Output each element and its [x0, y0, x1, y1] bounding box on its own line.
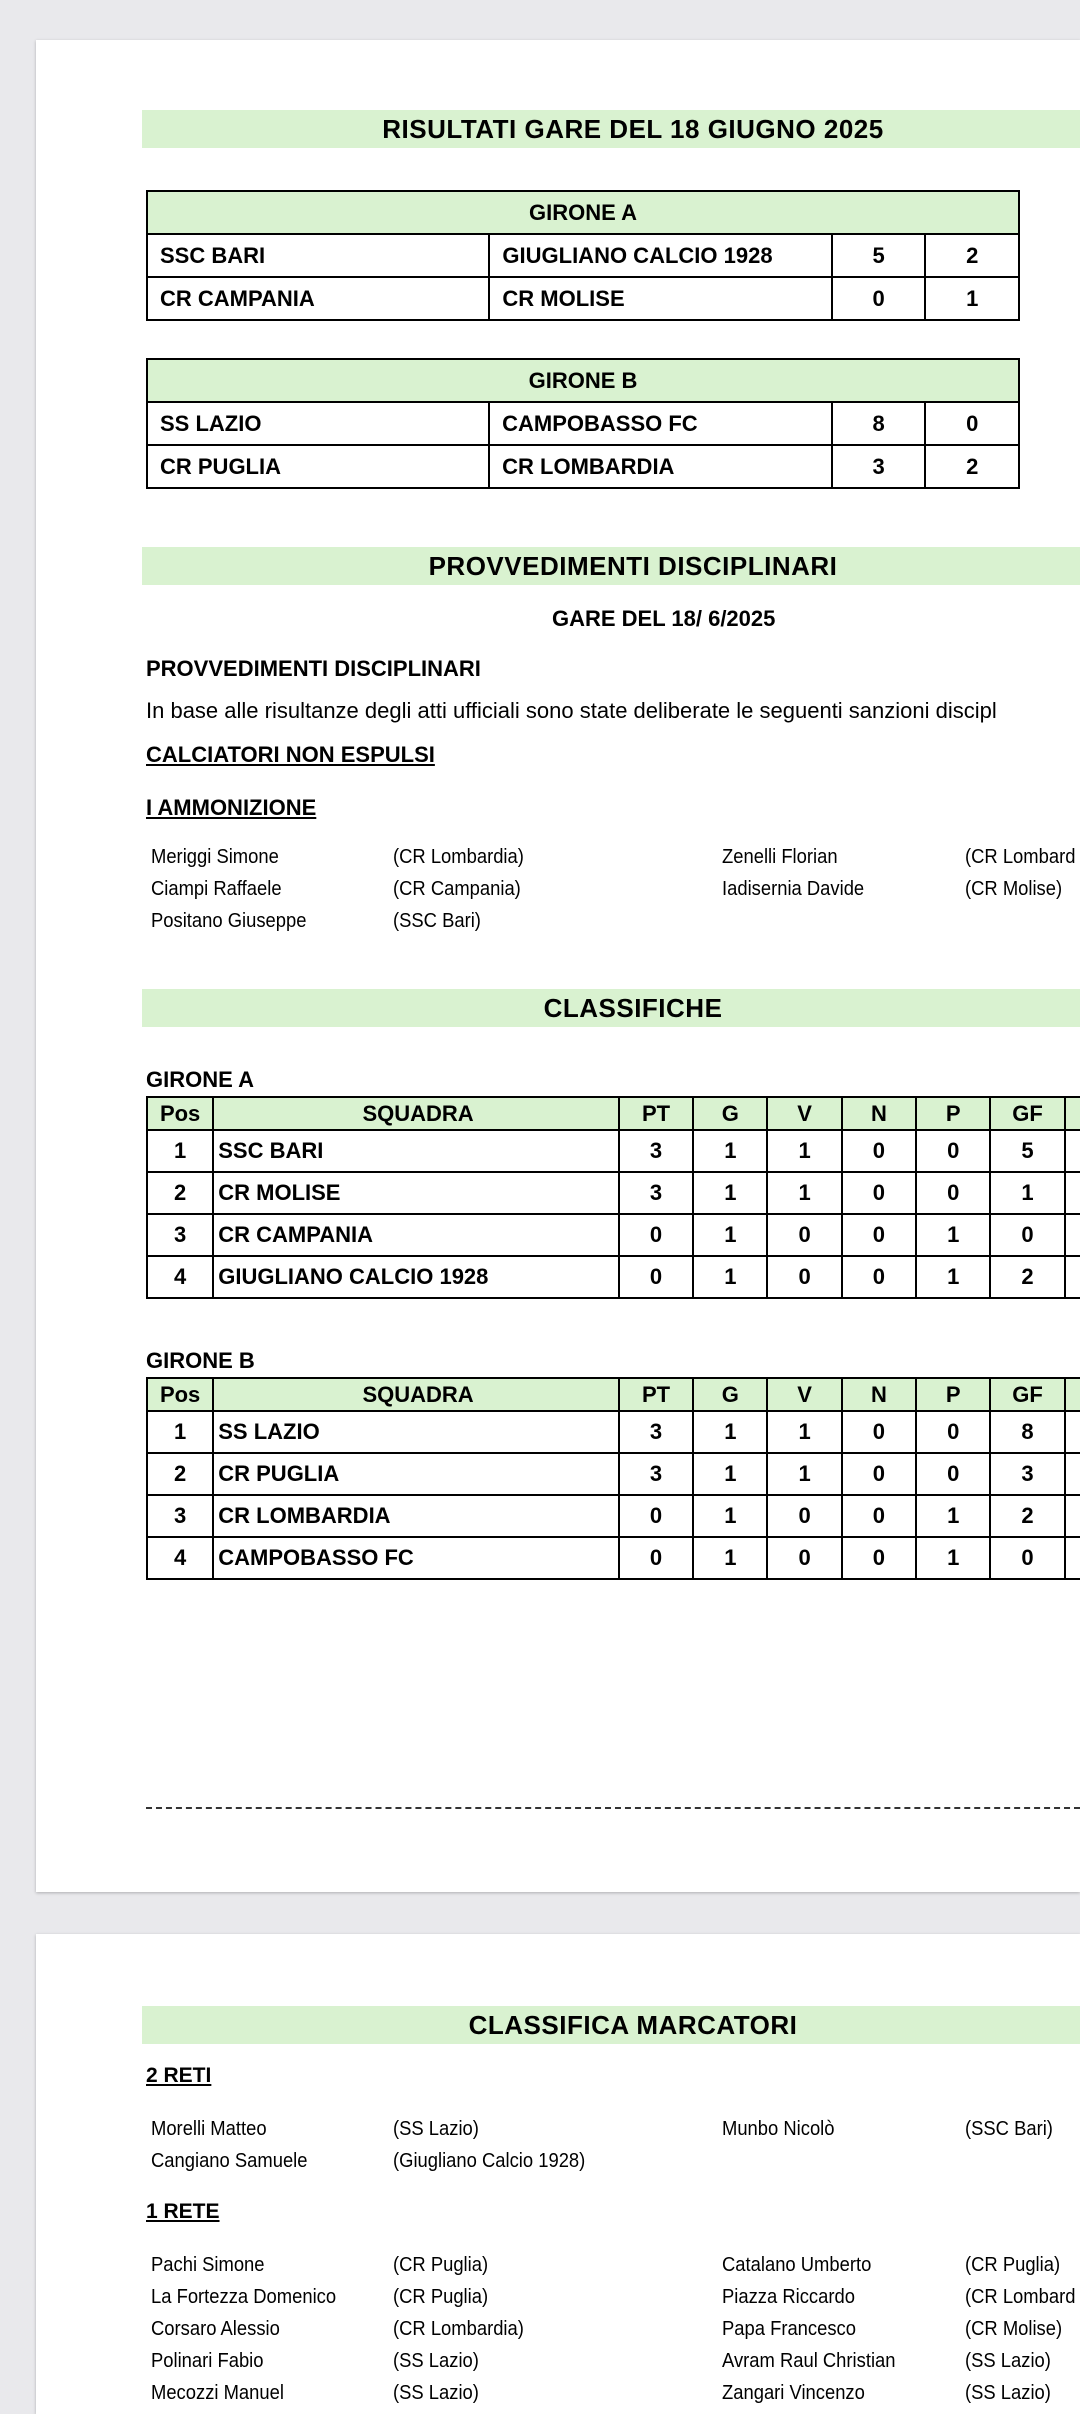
cell-pt: 3 — [619, 1130, 693, 1172]
results-group-header: GIRONE B — [147, 359, 1019, 402]
scorer-team: (SS Lazio) — [393, 2118, 479, 2140]
cell-p: 0 — [916, 1453, 990, 1495]
scorer-name: Morelli Matteo — [151, 2118, 267, 2140]
cell-v: 0 — [767, 1256, 841, 1298]
standings-group-label: GIRONE A — [146, 1067, 254, 1092]
col-header: V — [767, 1378, 841, 1411]
cell-v: 1 — [767, 1411, 841, 1453]
discipline-title-band — [142, 547, 1080, 585]
cell-gf: 2 — [990, 1256, 1064, 1298]
cell-v: 1 — [767, 1453, 841, 1495]
cell-pt: 0 — [619, 1537, 693, 1579]
col-header: P — [916, 1378, 990, 1411]
cell-p: 0 — [916, 1130, 990, 1172]
scorer-name: Pachi Simone — [151, 2254, 265, 2276]
col-header: P — [916, 1097, 990, 1130]
cell-cut — [1065, 1453, 1080, 1495]
player-team: (CR Molise) — [965, 878, 1063, 900]
cell-n: 0 — [842, 1537, 916, 1579]
col-header: GF — [990, 1097, 1064, 1130]
cell-v: 1 — [767, 1172, 841, 1214]
away-team: CR MOLISE — [489, 277, 831, 320]
standings-title-band — [142, 989, 1080, 1027]
player-name: Ciampi Raffaele — [151, 878, 282, 900]
scorers-title: CLASSIFICA MARCATORI — [468, 2010, 798, 2040]
cell-g: 1 — [693, 1256, 767, 1298]
subsection-first-warning: I AMMONIZIONE — [146, 795, 317, 820]
cell-cut — [1065, 1411, 1080, 1453]
page-separator-dashed-line — [146, 1807, 1080, 1809]
two-goals-label: 2 RETI — [146, 2064, 212, 2087]
col-header: G — [693, 1378, 767, 1411]
player-team: (CR Lombardia) — [393, 846, 524, 868]
scorer-team: (CR Molise) — [965, 2318, 1063, 2340]
standings-header-row — [147, 1378, 1080, 1411]
discipline-heading: PROVVEDIMENTI DISCIPLINARI — [146, 656, 481, 681]
scorer-name: Zangari Vincenzo — [722, 2382, 865, 2404]
standings-row — [147, 1411, 1080, 1453]
document-page-1 — [36, 40, 1080, 1892]
cell-gf: 5 — [990, 1130, 1064, 1172]
away-team: CAMPOBASSO FC — [489, 402, 832, 445]
col-header: N — [842, 1378, 916, 1411]
away-team: GIUGLIANO CALCIO 1928 — [489, 234, 831, 277]
home-team: SSC BARI — [147, 234, 489, 277]
player-name: Meriggi Simone — [151, 846, 279, 868]
cell-pt: 3 — [619, 1453, 693, 1495]
cell-team: CR MOLISE — [213, 1172, 619, 1214]
home-team: CR CAMPANIA — [147, 277, 489, 320]
scorer-name: Catalano Umberto — [722, 2254, 872, 2276]
section-non-expelled: CALCIATORI NON ESPULSI — [146, 742, 435, 767]
away-team: CR LOMBARDIA — [489, 445, 832, 488]
cell-n: 0 — [842, 1214, 916, 1256]
discipline-intro: In base alle risultanze degli atti ufficiali sono state deliberate le seguenti sanzioni discipl — [146, 698, 997, 723]
scorer-team: (Giugliano Calcio 1928) — [393, 2150, 586, 2172]
home-team: CR PUGLIA — [147, 445, 489, 488]
cell-pos: 3 — [147, 1214, 213, 1256]
cell-pt: 0 — [619, 1495, 693, 1537]
cell-n: 0 — [842, 1172, 916, 1214]
results-table-girone-b — [146, 358, 1020, 489]
standings-row — [147, 1172, 1080, 1214]
cell-gf: 8 — [990, 1411, 1064, 1453]
cell-cut — [1065, 1495, 1080, 1537]
standings-row — [147, 1453, 1080, 1495]
col-header: Pos — [147, 1378, 213, 1411]
cell-g: 1 — [693, 1453, 767, 1495]
cell-team: CR LOMBARDIA — [213, 1495, 619, 1537]
cell-pos: 1 — [147, 1411, 213, 1453]
cell-pt: 3 — [619, 1411, 693, 1453]
col-header: PT — [619, 1378, 693, 1411]
scorer-team: (CR Lombard — [965, 2286, 1076, 2308]
cell-n: 0 — [842, 1495, 916, 1537]
cell-team: SS LAZIO — [213, 1411, 619, 1453]
standings-row — [147, 1495, 1080, 1537]
cell-team: SSC BARI — [213, 1130, 619, 1172]
cell-cut — [1065, 1214, 1080, 1256]
col-header: PT — [619, 1097, 693, 1130]
col-header: SQUADRA — [213, 1378, 619, 1411]
scorer-team: (SS Lazio) — [965, 2382, 1051, 2404]
home-score: 3 — [832, 445, 926, 488]
document-page-2 — [36, 1934, 1080, 2414]
away-score: 2 — [925, 234, 1019, 277]
col-header: GF — [990, 1378, 1064, 1411]
discipline-subtitle: GARE DEL 18/ 6/2025 — [552, 606, 776, 631]
cell-gf: 2 — [990, 1495, 1064, 1537]
standings-table-girone-b — [146, 1377, 1080, 1580]
player-name: Zenelli Florian — [722, 846, 838, 868]
cell-team: CAMPOBASSO FC — [213, 1537, 619, 1579]
one-goal-label: 1 RETE — [146, 2200, 220, 2223]
scorer-team: (SS Lazio) — [393, 2382, 479, 2404]
scorer-team: (CR Puglia) — [965, 2254, 1061, 2276]
cell-cut — [1065, 1130, 1080, 1172]
home-score: 5 — [832, 234, 926, 277]
match-row — [147, 445, 1019, 488]
cell-team: CR PUGLIA — [213, 1453, 619, 1495]
cell-v: 1 — [767, 1130, 841, 1172]
results-group-header: GIRONE A — [147, 191, 1019, 234]
standings-row — [147, 1537, 1080, 1579]
cell-gf: 3 — [990, 1453, 1064, 1495]
cell-p: 1 — [916, 1537, 990, 1579]
cell-gf: 1 — [990, 1172, 1064, 1214]
col-header: Pos — [147, 1097, 213, 1130]
col-header: N — [842, 1097, 916, 1130]
cell-pos: 4 — [147, 1256, 213, 1298]
cell-pt: 0 — [619, 1256, 693, 1298]
cell-n: 0 — [842, 1256, 916, 1298]
scorer-team: (CR Puglia) — [393, 2286, 489, 2308]
scorer-name: Corsaro Alessio — [151, 2318, 280, 2340]
cell-gf: 0 — [990, 1537, 1064, 1579]
cell-p: 1 — [916, 1214, 990, 1256]
discipline-title: PROVVEDIMENTI DISCIPLINARI — [428, 551, 838, 581]
cell-g: 1 — [693, 1537, 767, 1579]
cell-pos: 4 — [147, 1537, 213, 1579]
standings-header-row — [147, 1097, 1080, 1130]
player-name: Positano Giuseppe — [151, 910, 307, 932]
cell-gf: 0 — [990, 1214, 1064, 1256]
cell-pos: 3 — [147, 1495, 213, 1537]
cell-team: CR CAMPANIA — [213, 1214, 619, 1256]
col-header-cut — [1065, 1097, 1080, 1130]
results-table-girone-a — [146, 190, 1020, 321]
scorer-team: (SS Lazio) — [393, 2350, 479, 2372]
cell-pos: 1 — [147, 1130, 213, 1172]
match-row — [147, 402, 1019, 445]
match-row — [147, 277, 1019, 320]
results-title-band — [142, 110, 1080, 148]
scorer-name: Papa Francesco — [722, 2318, 856, 2340]
col-header: V — [767, 1097, 841, 1130]
scorer-name: Piazza Riccardo — [722, 2286, 855, 2308]
standings-row — [147, 1130, 1080, 1172]
scorer-name: Munbo Nicolò — [722, 2118, 835, 2140]
cell-g: 1 — [693, 1172, 767, 1214]
standings-title: CLASSIFICHE — [543, 993, 723, 1023]
cell-pos: 2 — [147, 1453, 213, 1495]
cell-g: 1 — [693, 1130, 767, 1172]
player-name: Iadisernia Davide — [722, 878, 865, 900]
cell-cut — [1065, 1256, 1080, 1298]
player-team: (CR Lombard — [965, 846, 1076, 868]
cell-n: 0 — [842, 1130, 916, 1172]
col-header: SQUADRA — [213, 1097, 619, 1130]
standings-row — [147, 1256, 1080, 1298]
scorer-name: Avram Raul Christian — [722, 2350, 896, 2372]
cell-cut — [1065, 1537, 1080, 1579]
cell-v: 0 — [767, 1495, 841, 1537]
cell-pt: 3 — [619, 1172, 693, 1214]
cell-g: 1 — [693, 1495, 767, 1537]
cell-n: 0 — [842, 1453, 916, 1495]
away-score: 1 — [925, 277, 1019, 320]
scorer-name: Polinari Fabio — [151, 2350, 264, 2372]
cell-p: 1 — [916, 1495, 990, 1537]
cell-n: 0 — [842, 1411, 916, 1453]
cell-v: 0 — [767, 1214, 841, 1256]
player-team: (SSC Bari) — [393, 910, 481, 932]
cell-p: 0 — [916, 1411, 990, 1453]
results-title: RISULTATI GARE DEL 18 GIUGNO 2025 — [382, 114, 884, 144]
home-team: SS LAZIO — [147, 402, 489, 445]
scorer-name: Cangiano Samuele — [151, 2150, 308, 2172]
home-score: 8 — [832, 402, 926, 445]
cell-pos: 2 — [147, 1172, 213, 1214]
scorer-team: (SS Lazio) — [965, 2350, 1051, 2372]
cell-p: 0 — [916, 1172, 990, 1214]
cell-g: 1 — [693, 1214, 767, 1256]
standings-table-girone-a — [146, 1096, 1080, 1299]
scorer-name: La Fortezza Domenico — [151, 2286, 337, 2308]
cell-pt: 0 — [619, 1214, 693, 1256]
standings-row — [147, 1214, 1080, 1256]
player-team: (CR Campania) — [393, 878, 521, 900]
scorer-team: (CR Puglia) — [393, 2254, 489, 2276]
scorer-team: (SSC Bari) — [965, 2118, 1053, 2140]
home-score: 0 — [832, 277, 926, 320]
standings-group-label: GIRONE B — [146, 1348, 255, 1373]
col-header: G — [693, 1097, 767, 1130]
col-header-cut — [1065, 1378, 1080, 1411]
cell-p: 1 — [916, 1256, 990, 1298]
away-score: 0 — [925, 402, 1019, 445]
scorer-team: (CR Lombardia) — [393, 2318, 524, 2340]
away-score: 2 — [925, 445, 1019, 488]
match-row — [147, 234, 1019, 277]
scorers-title-band — [142, 2006, 1080, 2044]
cell-g: 1 — [693, 1411, 767, 1453]
cell-team: GIUGLIANO CALCIO 1928 — [213, 1256, 619, 1298]
cell-v: 0 — [767, 1537, 841, 1579]
scorer-name: Mecozzi Manuel — [151, 2382, 284, 2404]
cell-cut — [1065, 1172, 1080, 1214]
